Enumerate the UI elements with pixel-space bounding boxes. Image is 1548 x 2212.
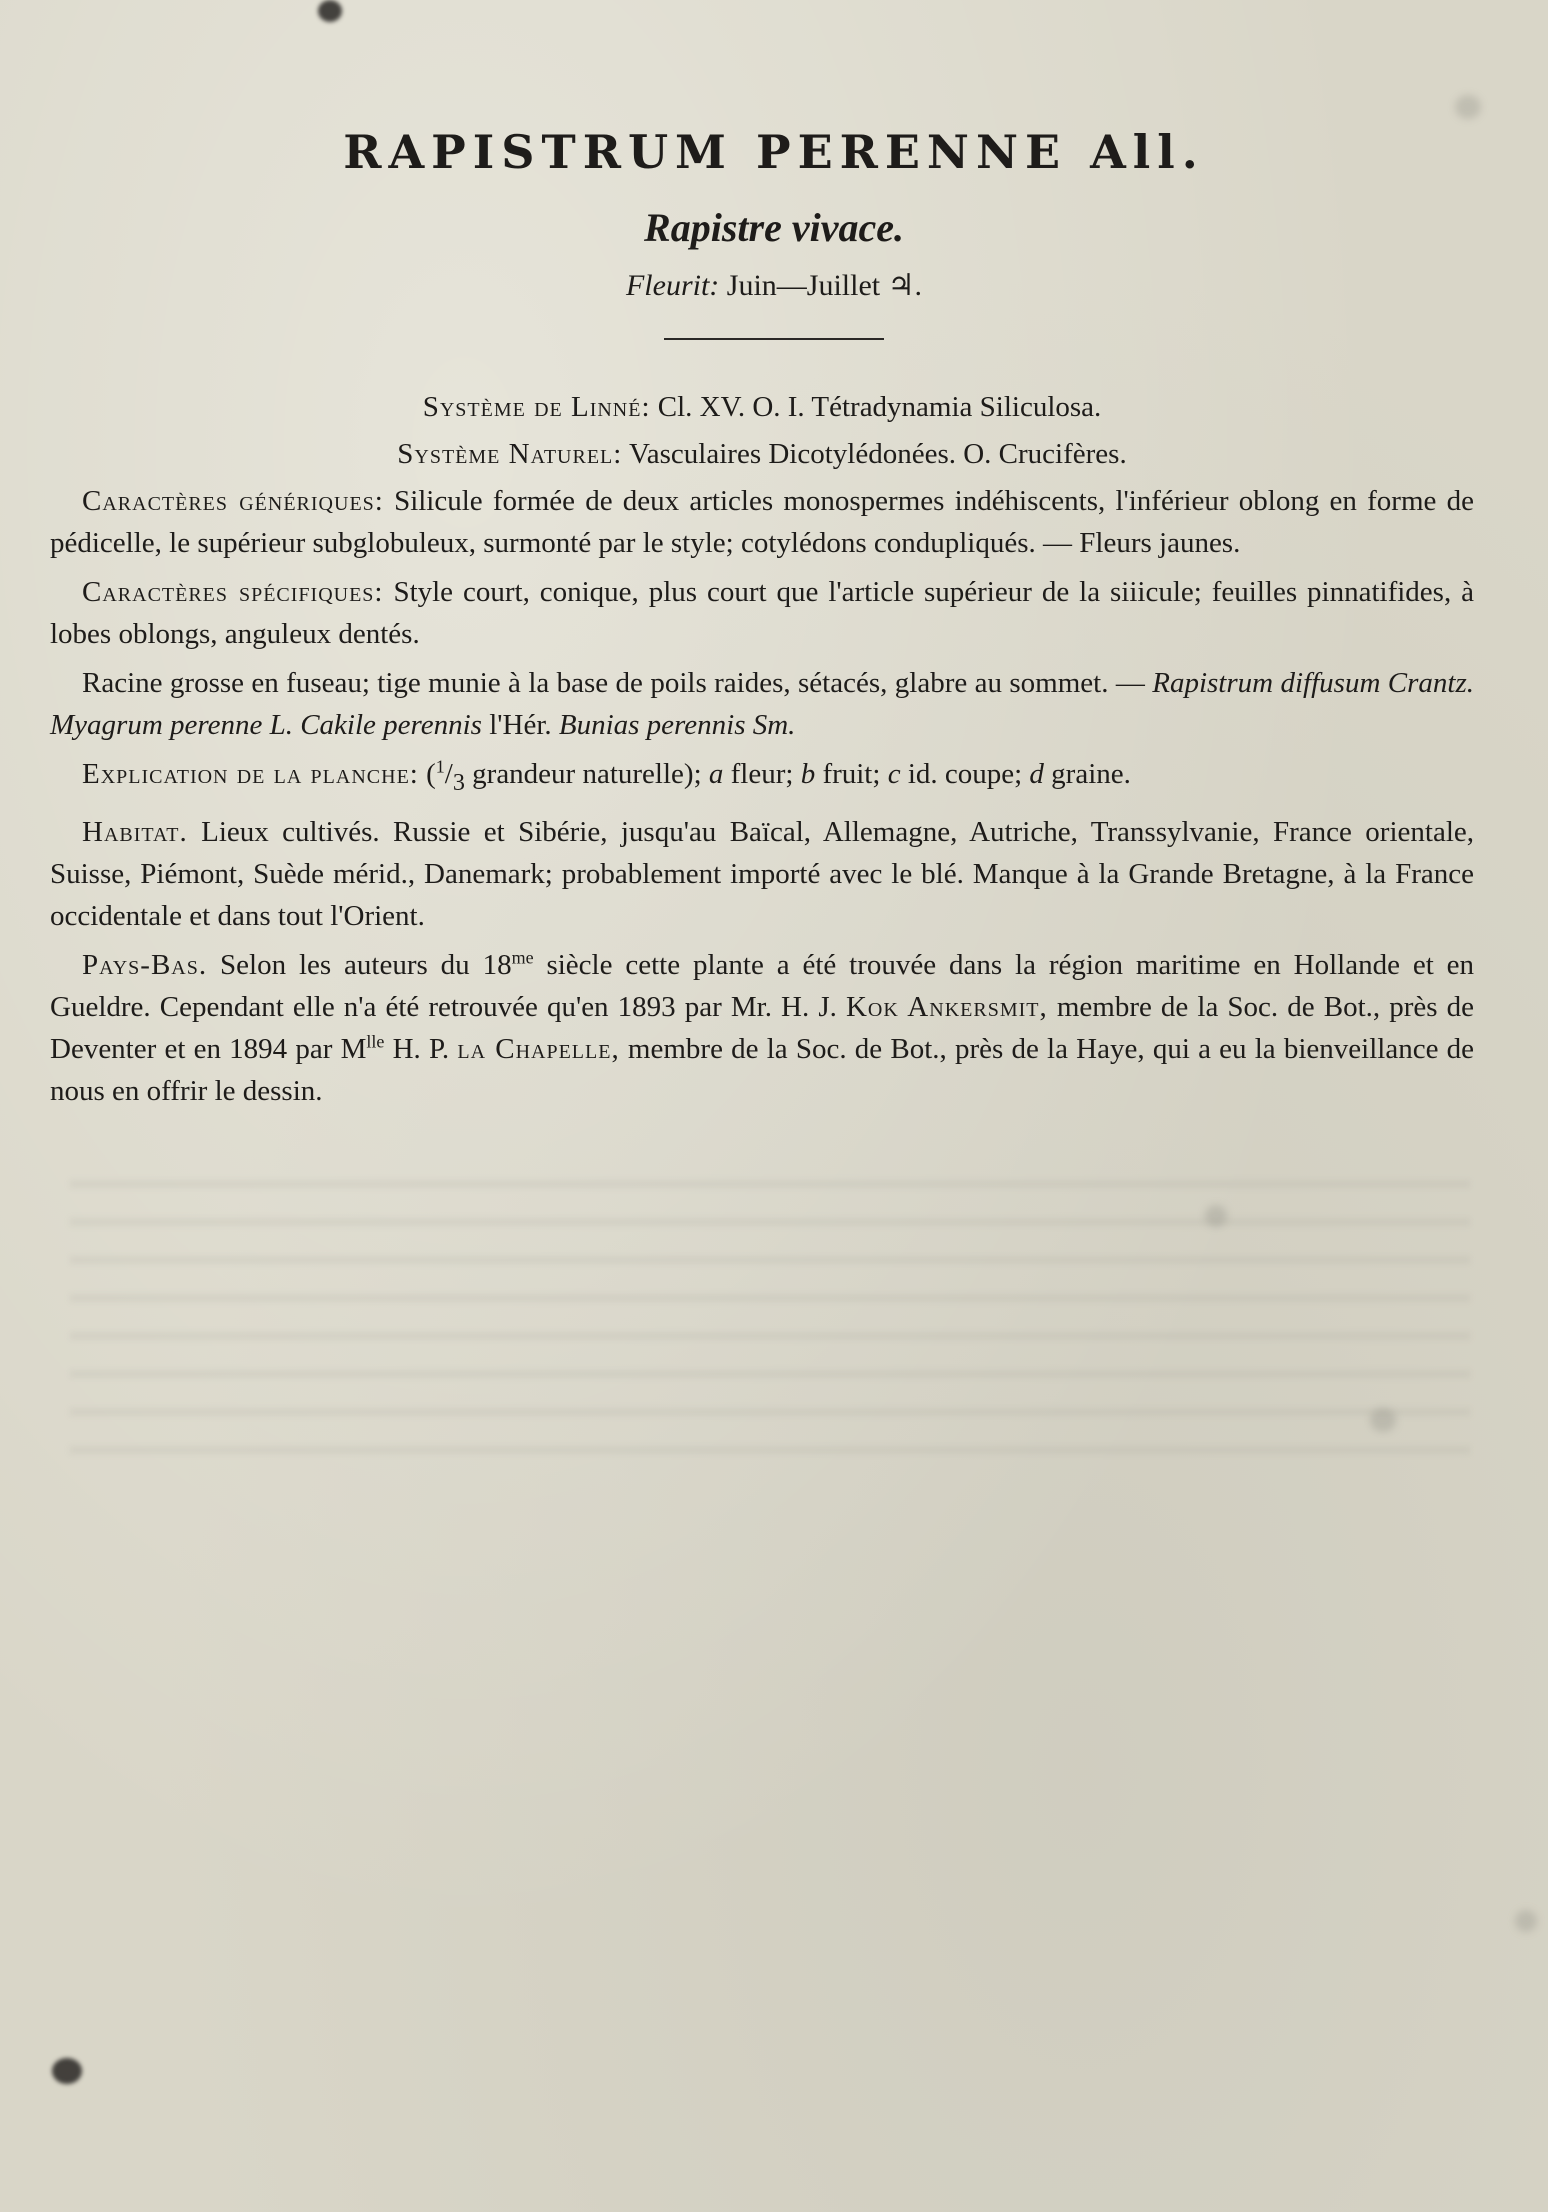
linne-line: [50, 386, 1474, 428]
netherlands-text-2: siècle cette plante a été trouvée dans la région maritime en Hollande et en Gueldre. Cependant elle n'a été retrouvée qu'en 1893 par Mr. H. J.: [50, 948, 1475, 1023]
netherlands-text-4: H. P.: [392, 1032, 450, 1065]
habitat: [50, 811, 1474, 937]
habitat-label: Habitat.: [82, 815, 188, 848]
netherlands-text-3: membre de la Soc. de Bot., près de Deventer et en 1894 par M: [50, 990, 1475, 1065]
ink-spot: [52, 2058, 82, 2084]
superscript-me: me: [511, 947, 534, 968]
page-title: RAPISTRUM PERENNE All.: [343, 125, 1205, 179]
figure-b-letter: b: [800, 758, 816, 790]
flowering-line: [0, 266, 1548, 306]
divider: [664, 338, 884, 340]
synonym-author: l'Hér.: [489, 709, 552, 741]
person-kok-ankersmit: Kok Ankersmit,: [845, 990, 1048, 1023]
natural-text: Vasculaires Dicotylédonées. O. Crucifères.: [629, 438, 1127, 470]
figure-b-text: fruit;: [822, 758, 881, 790]
paper-stain: [1515, 1910, 1537, 1932]
netherlands-label: Pays-Bas.: [82, 948, 208, 981]
figure-c-text: id. coupe;: [907, 758, 1023, 790]
common-name: Rapistre vivace.: [644, 205, 904, 250]
netherlands: [50, 944, 1474, 1112]
body-text: [50, 386, 1474, 1119]
bleed-through-text: [70, 1150, 1470, 1470]
linne-text: Cl. XV. O. I. Tétradynamia Siliculosa.: [657, 391, 1102, 423]
netherlands-text-1: Selon les auteurs du 18: [220, 948, 512, 981]
synonyms: Rapistrum diffusum Crantz. Myagrum perenne L. Cakile perennis: [50, 667, 1474, 741]
ink-spot: [318, 0, 342, 22]
description-text: Racine grosse en fuseau; tige munie à la base de poils raides, sétacés, glabre au sommet. —: [82, 667, 1145, 699]
natural-line: [50, 433, 1474, 475]
header: [0, 118, 1548, 340]
figure-a-letter: a: [708, 758, 724, 790]
figure-d-letter: d: [1029, 758, 1044, 790]
generic-label: Caractères génériques:: [82, 485, 384, 517]
scale-text: grandeur naturelle);: [472, 758, 702, 790]
plate-label: Explication de la planche:: [82, 758, 419, 790]
linne-label: Système de Linné:: [422, 391, 651, 423]
habitat-text: Lieux cultivés. Russie et Sibérie, jusqu'au Baïcal, Allemagne, Autriche, Transsylvanie, France orientale, Suisse, Piémont, Suède mérid., Danemark; probablement importé avec le blé. Manque à la Grande Bretagne, à la France occidentale et dans tout l'Orient.: [50, 815, 1474, 932]
superscript-lle: lle: [366, 1031, 385, 1052]
flowering-value: Juin—Juillet ♃.: [726, 269, 923, 302]
specific-characters: [50, 571, 1474, 655]
natural-label: Système Naturel:: [397, 438, 623, 470]
netherlands-text-5: membre de la Soc. de Bot., près de la Haye, qui a eu la bienveillance de nous en offrir le dessin.: [50, 1032, 1475, 1107]
specific-text: Style court, conique, plus court que l'article supérieur de la siiicule; feuilles pinnatifides, à lobes oblongs, anguleux dentés.: [50, 576, 1475, 650]
paper-stain: [1455, 95, 1481, 119]
generic-characters: [50, 480, 1474, 564]
scale-denominator: 3: [452, 768, 465, 796]
specific-label: Caractères spécifiques:: [82, 576, 384, 608]
figure-a-text: fleur;: [730, 758, 794, 790]
figure-c-letter: c: [887, 758, 901, 790]
generic-text: Silicule formée de deux articles monospermes indéhiscents, l'inférieur oblong en forme de pédicelle, le supérieur subglobuleux, surmonté par le style; cotylédons condupliqués. — Fleurs jaunes.: [50, 485, 1474, 559]
person-la-chapelle: la Chapelle,: [457, 1032, 620, 1065]
plate-explanation: Explication de la planche: ($^1/_3$ grandeur naturelle); a fleur; b fruit; c id. coupe; d graine.: [82, 756, 1131, 796]
flowering-label: Fleurit:: [625, 269, 720, 302]
figure-d-text: graine.: [1051, 758, 1131, 790]
scale-numerator: 1: [435, 756, 445, 777]
description: [50, 662, 1474, 746]
synonym-bunias: Bunias perennis Sm.: [558, 709, 796, 741]
